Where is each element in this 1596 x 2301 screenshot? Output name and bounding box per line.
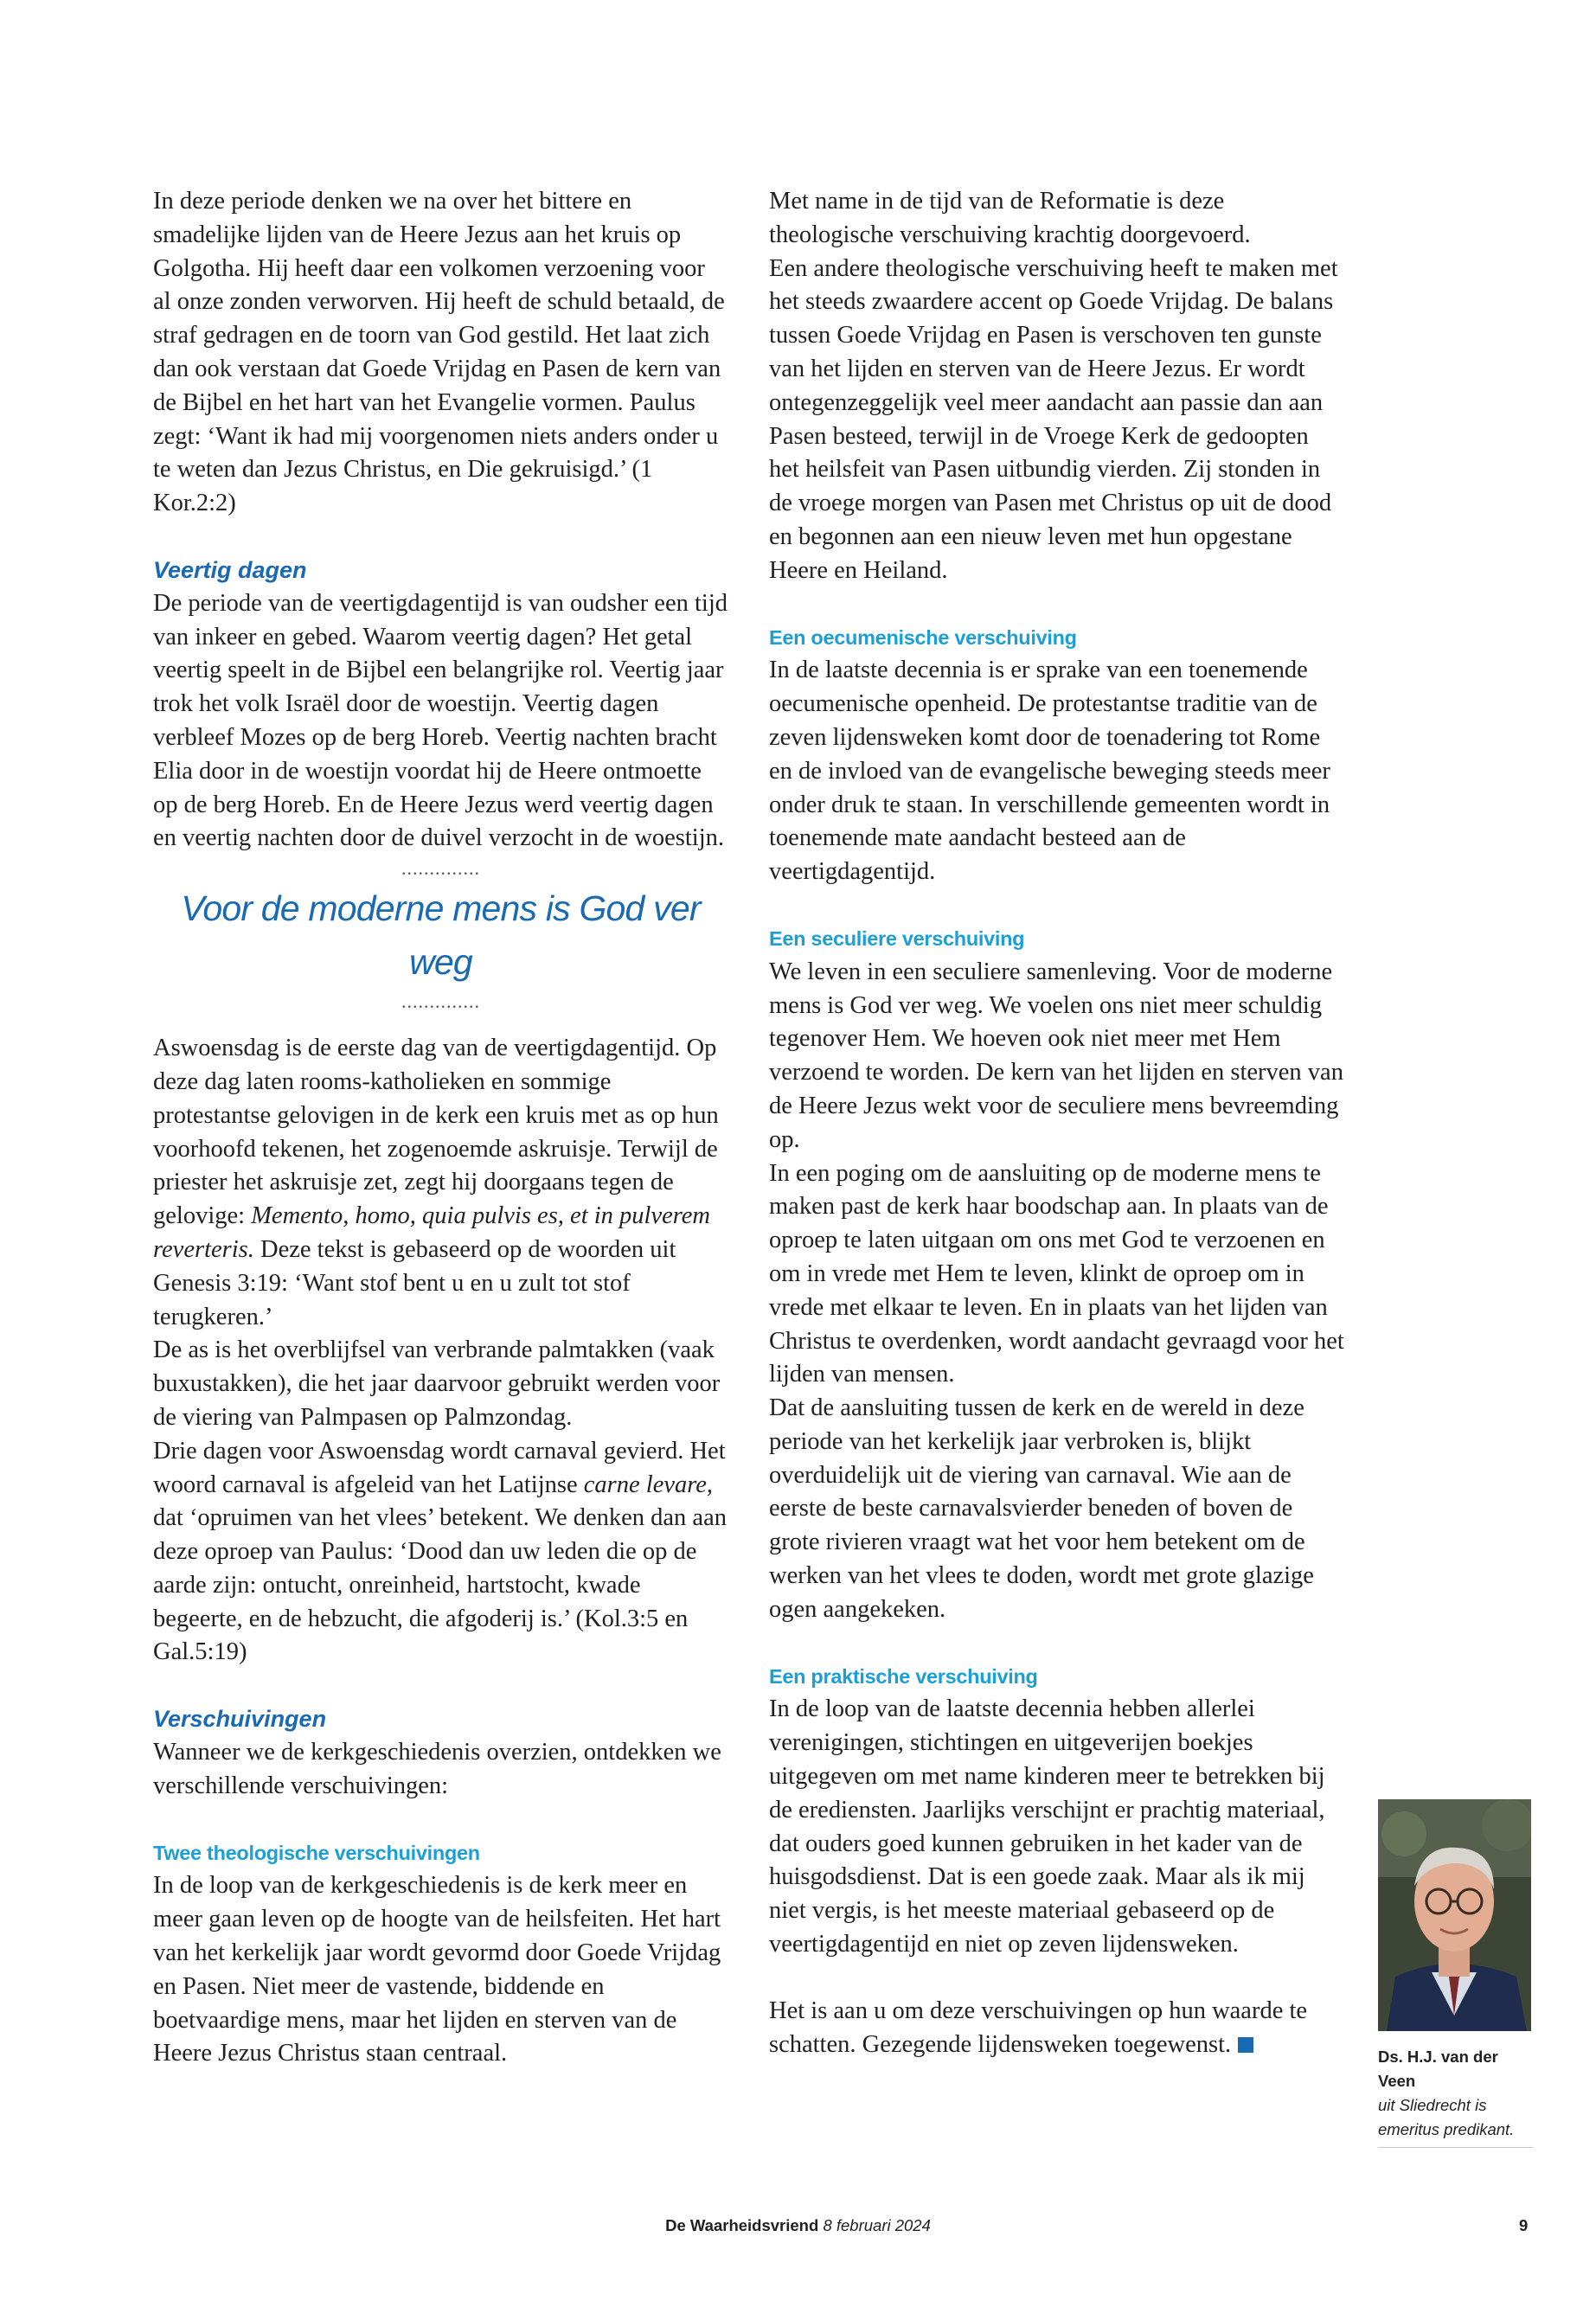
page-number: 9: [1519, 2216, 1529, 2234]
right-column: [769, 185, 1344, 2061]
author-name: Ds. H.J. van der Veen: [1378, 2048, 1498, 2090]
left-column: [153, 185, 728, 2071]
page-footer: [0, 2216, 1596, 2235]
author-photo: [1378, 1799, 1531, 2031]
as-paragraph: De as is het overblijfsel van verbrande palmtakken (vaak buxustakken), die het jaar daarvoor gebruikt werden voor de viering van Palmpasen op Palmzondag.: [153, 1336, 721, 1431]
aswoensdag-text-a: Aswoensdag is de eerste dag van de veertigdagentijd. Op deze dag laten rooms-katholieken en sommige protestantse gelovigen in de kerk een kruis met as op hun voorhoofd tekenen, het zogenoemde askruisje. Terwijl de priester het askruisje zet, zegt hij doorgaans tegen de gelovige:: [153, 1035, 719, 1230]
veertig-dagen-paragraph: De periode van de veertigdagentijd is van oudsher een tijd van inkeer en gebed. Waarom veertig dagen? Het getal veertig speelt in de Bijbel een belangrijke rol. Veertig jaar trok het volk Israël door de woestijn. Veertig dagen verbleef Mozes op de berg Horeb. Veertig nachten bracht Elia door in de woestijn voordat hij de Heere ontmoette op de berg Horeb. En de Heere Jezus werd veertig dagen en veertig nachten door de duivel verzocht in de woestijn.: [153, 589, 727, 852]
carnaval-right-paragraph: Dat de aansluiting tussen de kerk en de wereld in deze periode van het kerkelijk jaar verbroken is, blijkt overduidelijk uit de viering van carnaval. Wie aan de eerste de beste carnavalsvierder beneden of boven de grote rivieren vraagt wat het voor hem betekent om de werken van het vlees te doden, wordt met grote glazige ogen aangekeken.: [769, 1394, 1314, 1623]
heading-oecumenische-verschuiving: Een oecumenische verschuiving: [769, 625, 1077, 649]
goede-vrijdag-paragraph: Een andere theologische verschuiving heeft te maken met het steeds zwaardere accent op Goede Vrijdag. De balans tussen Goede Vrijdag en Pasen is verschoven ten gunste van het lijden en sterven van de Heere Jezus. Er wordt ontegenzeggelijk veel meer aandacht aan passie dan aan Pasen besteed, terwijl in de Vroege Kerk de gedoopten het heilsfeit van Pasen uitbundig vierden. Zij stonden in de vroege morgen van Pasen met Christus op uit de dood en begonnen aan een nieuw leven met hun opgestane Heere en Heiland.: [769, 254, 1338, 584]
pull-quote-dots-bottom: ..............: [401, 990, 480, 1013]
pull-quote-text: Voor de moderne mens is God ver weg: [181, 888, 701, 983]
verschuivingen-paragraph: Wanneer we de kerkgeschiedenis overzien, ontdekken we verschillende verschuivingen:: [153, 1739, 721, 1799]
carnaval-latin: carne levare,: [583, 1471, 714, 1498]
heading-veertig-dagen: Veertig dagen: [153, 556, 307, 583]
carnaval-paragraph: [153, 1435, 728, 1670]
heading-seculiere-verschuiving: Een seculiere verschuiving: [769, 926, 1025, 950]
praktisch-paragraph: In de loop van de laatste decennia hebben allerlei verenigingen, stichtingen en uitgeverijen boekjes uitgegeven om met name kinderen meer te betrekken bij de erediensten. Jaarlijks verschijnt er prachtig materiaal, dat ouders goed kunnen gebruiken in het kader van de huisgodsdienst. Dat is een goede zaak. Maar als ik mij niet vergis, is het meeste materiaal gebaseerd op de veertigdagentijd en niet op zeven lijdensweken.: [769, 1695, 1325, 1958]
footer-date: 8 februari 2024: [823, 2216, 931, 2234]
pull-quote-dots-top: ..............: [401, 857, 480, 880]
carnaval-text-b: dat ‘opruimen van het vlees’ betekent. We denken dan aan deze oproep van Paulus: ‘Dood dan uw leden die op de aarde zijn: ontucht, onreinheid, hartstocht, kwade begeerte, en de hebzucht, die afgoderij is.’ (Kol.3:5 en Gal.5:19): [153, 1504, 727, 1666]
heading-praktische-verschuiving: Een praktische verschuiving: [769, 1664, 1038, 1688]
aswoensdag-paragraph: [153, 1032, 728, 1334]
aswoensdag-text-b: Deze tekst is gebaseerd op de woorden uit Genesis 3:19: ‘Want stof bent u en u zult tot stof terugkeren.’: [153, 1235, 676, 1330]
oecumenisch-paragraph: In de laatste decennia is er sprake van een toenemende oecumenische openheid. De protestantse traditie van de zeven lijdensweken komt door de toenadering tot Rome en de invloed van de evangelische beweging steeds meer onder druk te staan. In verschillende gemeenten wordt in toenemende mate aandacht besteed aan de veertigdagentijd.: [769, 657, 1330, 886]
aswoensdag-latin: Memento, homo, quia pulvis es, et in pulverem reverteris.: [153, 1202, 711, 1263]
seculier-paragraph: We leven in een seculiere samenleving. Voor de moderne mens is God ver weg. We voelen ons niet meer schuldig tegenover Hem. We hoeven ook niet meer met Hem verzoend te worden. De kern van het lijden en sterven van de Heere Jezus wekt voor de seculiere mens bevreemding op.: [769, 958, 1343, 1153]
footer-magazine: De Waarheidsvriend: [665, 2216, 819, 2234]
author-role: uit Sliedrecht is emeritus predikant.: [1378, 2096, 1515, 2138]
closing-paragraph: [769, 1995, 1344, 2062]
author-portrait-illustration: [1378, 1799, 1531, 2031]
end-mark-icon: [1238, 2037, 1253, 2053]
heading-verschuivingen: Verschuivingen: [153, 1706, 327, 1733]
pull-quote: [153, 856, 728, 1015]
author-caption: [1378, 2045, 1534, 2148]
intro-paragraph: In deze periode denken we na over het bittere en smadelijke lijden van de Heere Jezus aan het kruis op Golgotha. Hij heeft daar een volkomen verzoening voor al onze zonden verworven. Hij heeft de schuld betaald, de straf gedragen en de toorn van God gestild. Het laat zich dan ook verstaan dat Goede Vrijdag en Pasen de kern van de Bijbel en het hart van het Evangelie vormen. Paulus zegt: ‘Want ik had mij voorgenomen niets anders onder u te weten dan Jezus Christus, en Die gekruisigd.’ (1 Kor.2:2): [153, 188, 725, 517]
reformatie-paragraph: Met name in de tijd van de Reformatie is deze theologische verschuiving krachtig doorgevoerd.: [769, 188, 1251, 248]
closing-text: Het is aan u om deze verschuivingen op hun waarde te schatten. Gezegende lijdensweken toegewenst.: [769, 1997, 1308, 2058]
heading-theologische-verschuivingen: Twee theologische verschuivingen: [153, 1841, 480, 1864]
carnaval-text-a: Drie dagen voor Aswoensdag wordt carnaval gevierd. Het woord carnaval is afgeleid van het Latijnse: [153, 1437, 726, 1498]
theologische-paragraph: In de loop van de kerkgeschiedenis is de kerk meer en meer gaan leven op de hoogte van de heilsfeiten. Het hart van het kerkelijk jaar wordt gevormd door Goede Vrijdag en Pasen. Niet meer de vastende, biddende en boetvaardige mens, maar het lijden en sterven van de Heere Jezus Christus staan centraal.: [153, 1872, 721, 2067]
aansluiting-paragraph: In een poging om de aansluiting op de moderne mens te maken past de kerk haar boodschap aan. In plaats van de oproep te laten uitgaan om ons met God te verzoenen en om in vrede met Hem te leven, klinkt de oproep om in vrede met elkaar te leven. En in plaats van het lijden van Christus te overdenken, wordt aandacht gevraagd voor het lijden van mensen.: [769, 1159, 1344, 1388]
